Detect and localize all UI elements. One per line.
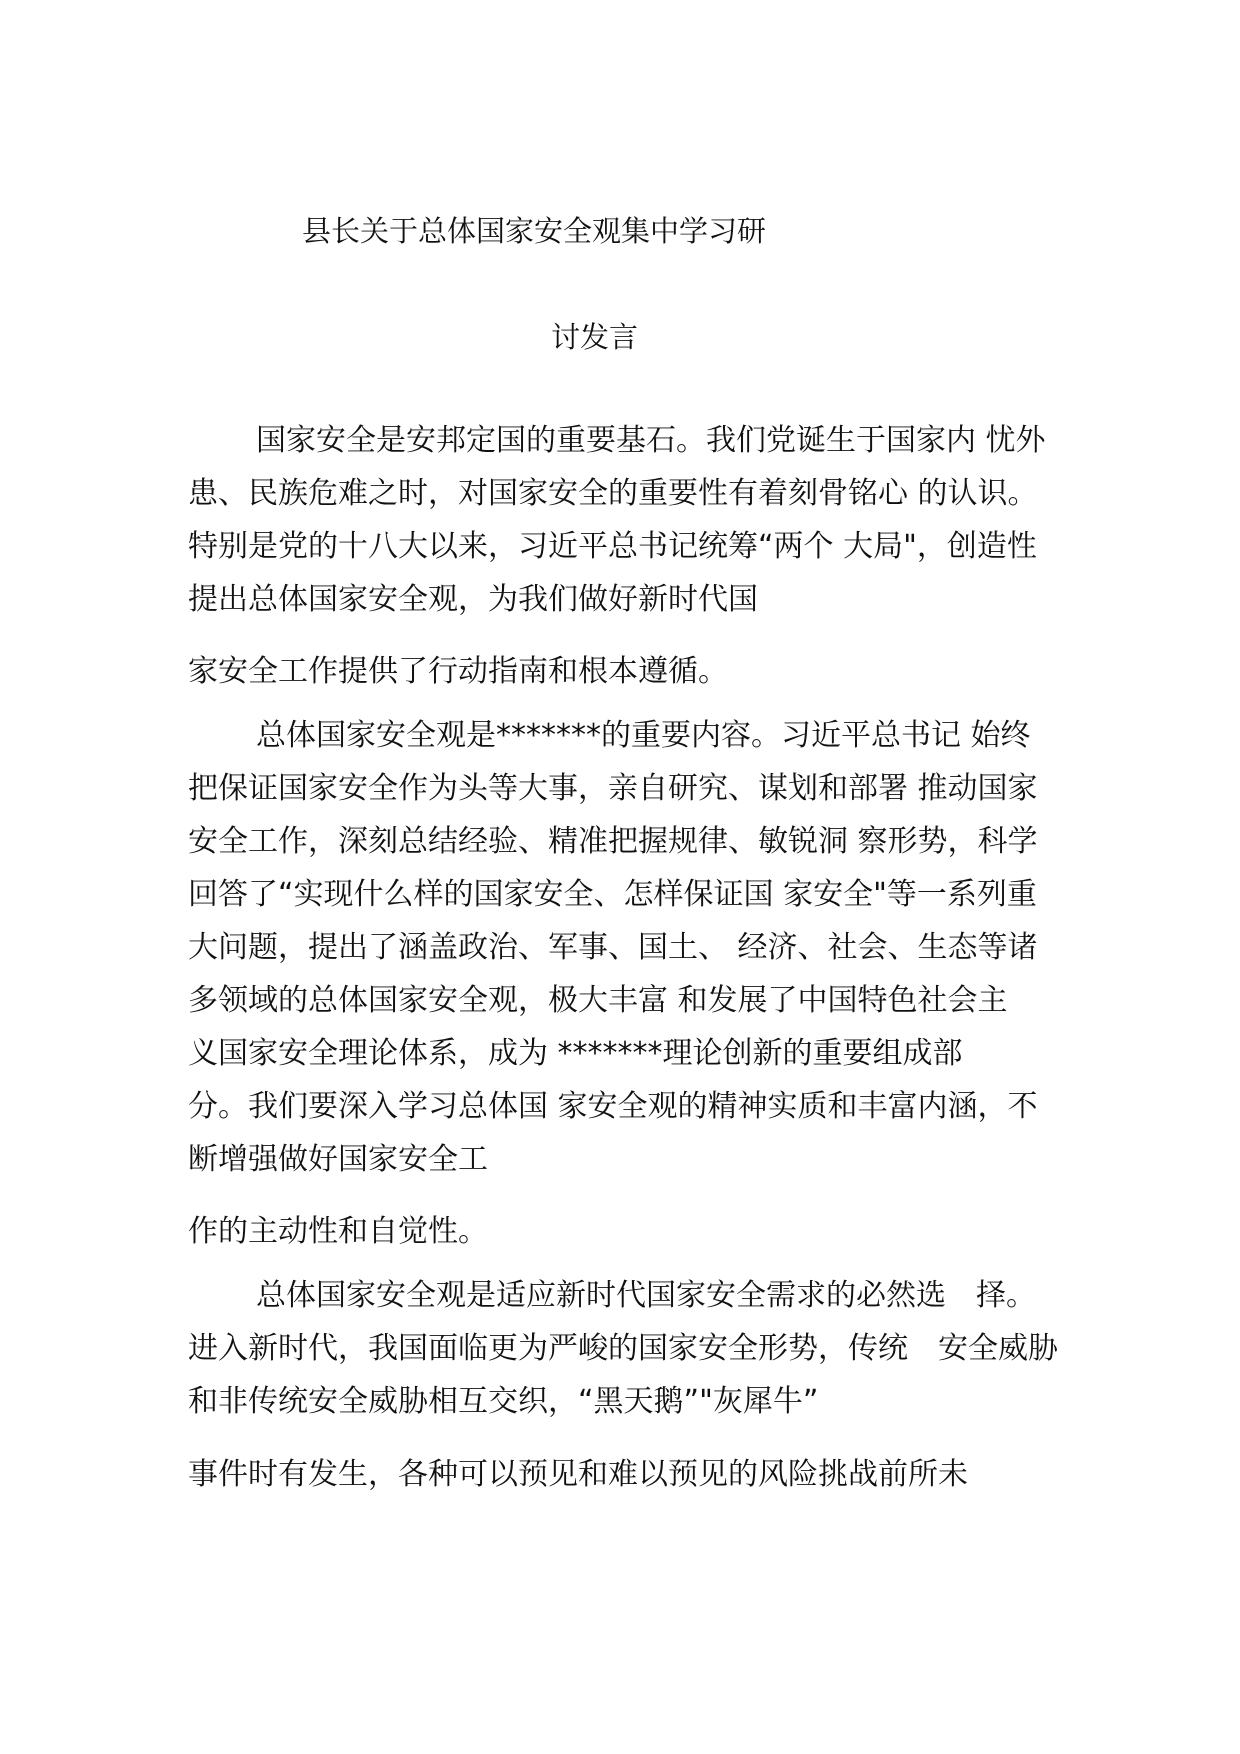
paragraph-2-line-8: 分。我们要深入学习总体国 家安全观的精神实质和丰富内涵，不 — [188, 1089, 1038, 1124]
paragraph-2-line-7: 义国家安全理论体系，成为 *******理论创新的重要组成部 — [188, 1036, 963, 1071]
paragraph-2-line-2: 把保证国家安全作为头等大事，亲自研究、谋划和部署 推动国家 — [188, 771, 1038, 806]
paragraph-2-line-5: 大问题，提出了涵盖政治、军事、国土、 经济、社会、生态等诸 — [188, 930, 1038, 965]
document-title-line-1: 县长关于总体国家安全观集中学习研 — [302, 214, 767, 248]
paragraph-2-line-1: 总体国家安全观是*******的重要内容。习近平总书记 始终 — [256, 718, 1031, 753]
paragraph-1-line-5: 家安全工作提供了行动指南和根本遵循。 — [188, 654, 728, 689]
paragraph-3-line-3: 和非传统安全威胁相互交织，“黑天鹅”"灰犀牛” — [188, 1384, 819, 1419]
document-title-line-2: 讨发言 — [551, 320, 639, 354]
paragraph-1-line-1: 国家安全是安邦定国的重要基石。我们党诞生于国家内 忧外 — [256, 423, 1046, 458]
paragraph-3-line-1: 总体国家安全观是适应新时代国家安全需求的必然选 择。 — [256, 1278, 1036, 1313]
paragraph-2-line-10: 作的主动性和自觉性。 — [188, 1214, 488, 1249]
paragraph-2-line-3: 安全工作，深刻总结经验、精准把握规律、敏锐洞 察形势，科学 — [188, 824, 1038, 859]
paragraph-2-line-9: 断增强做好国家安全工 — [188, 1142, 488, 1177]
paragraph-1-line-2: 患、民族危难之时，对国家安全的重要性有着刻骨铭心 的认识。 — [188, 476, 1038, 511]
paragraph-1-line-3: 特别是党的十八大以来，习近平总书记统筹“两个 大局"，创造性 — [188, 529, 1037, 564]
paragraph-3-line-2: 进入新时代，我国面临更为严峻的国家安全形势，传统 安全威胁 — [188, 1331, 1058, 1366]
paragraph-2-line-4: 回答了“实现什么样的国家安全、怎样保证国 家安全"等一系列重 — [188, 877, 1037, 912]
paragraph-2-line-6: 多领域的总体国家安全观，极大丰富 和发展了中国特色社会主 — [188, 983, 1008, 1018]
paragraph-1-line-4: 提出总体国家安全观，为我们做好新时代国 — [188, 582, 758, 617]
paragraph-3-line-4: 事件时有发生，各种可以预见和难以预见的风险挑战前所未 — [188, 1457, 968, 1492]
